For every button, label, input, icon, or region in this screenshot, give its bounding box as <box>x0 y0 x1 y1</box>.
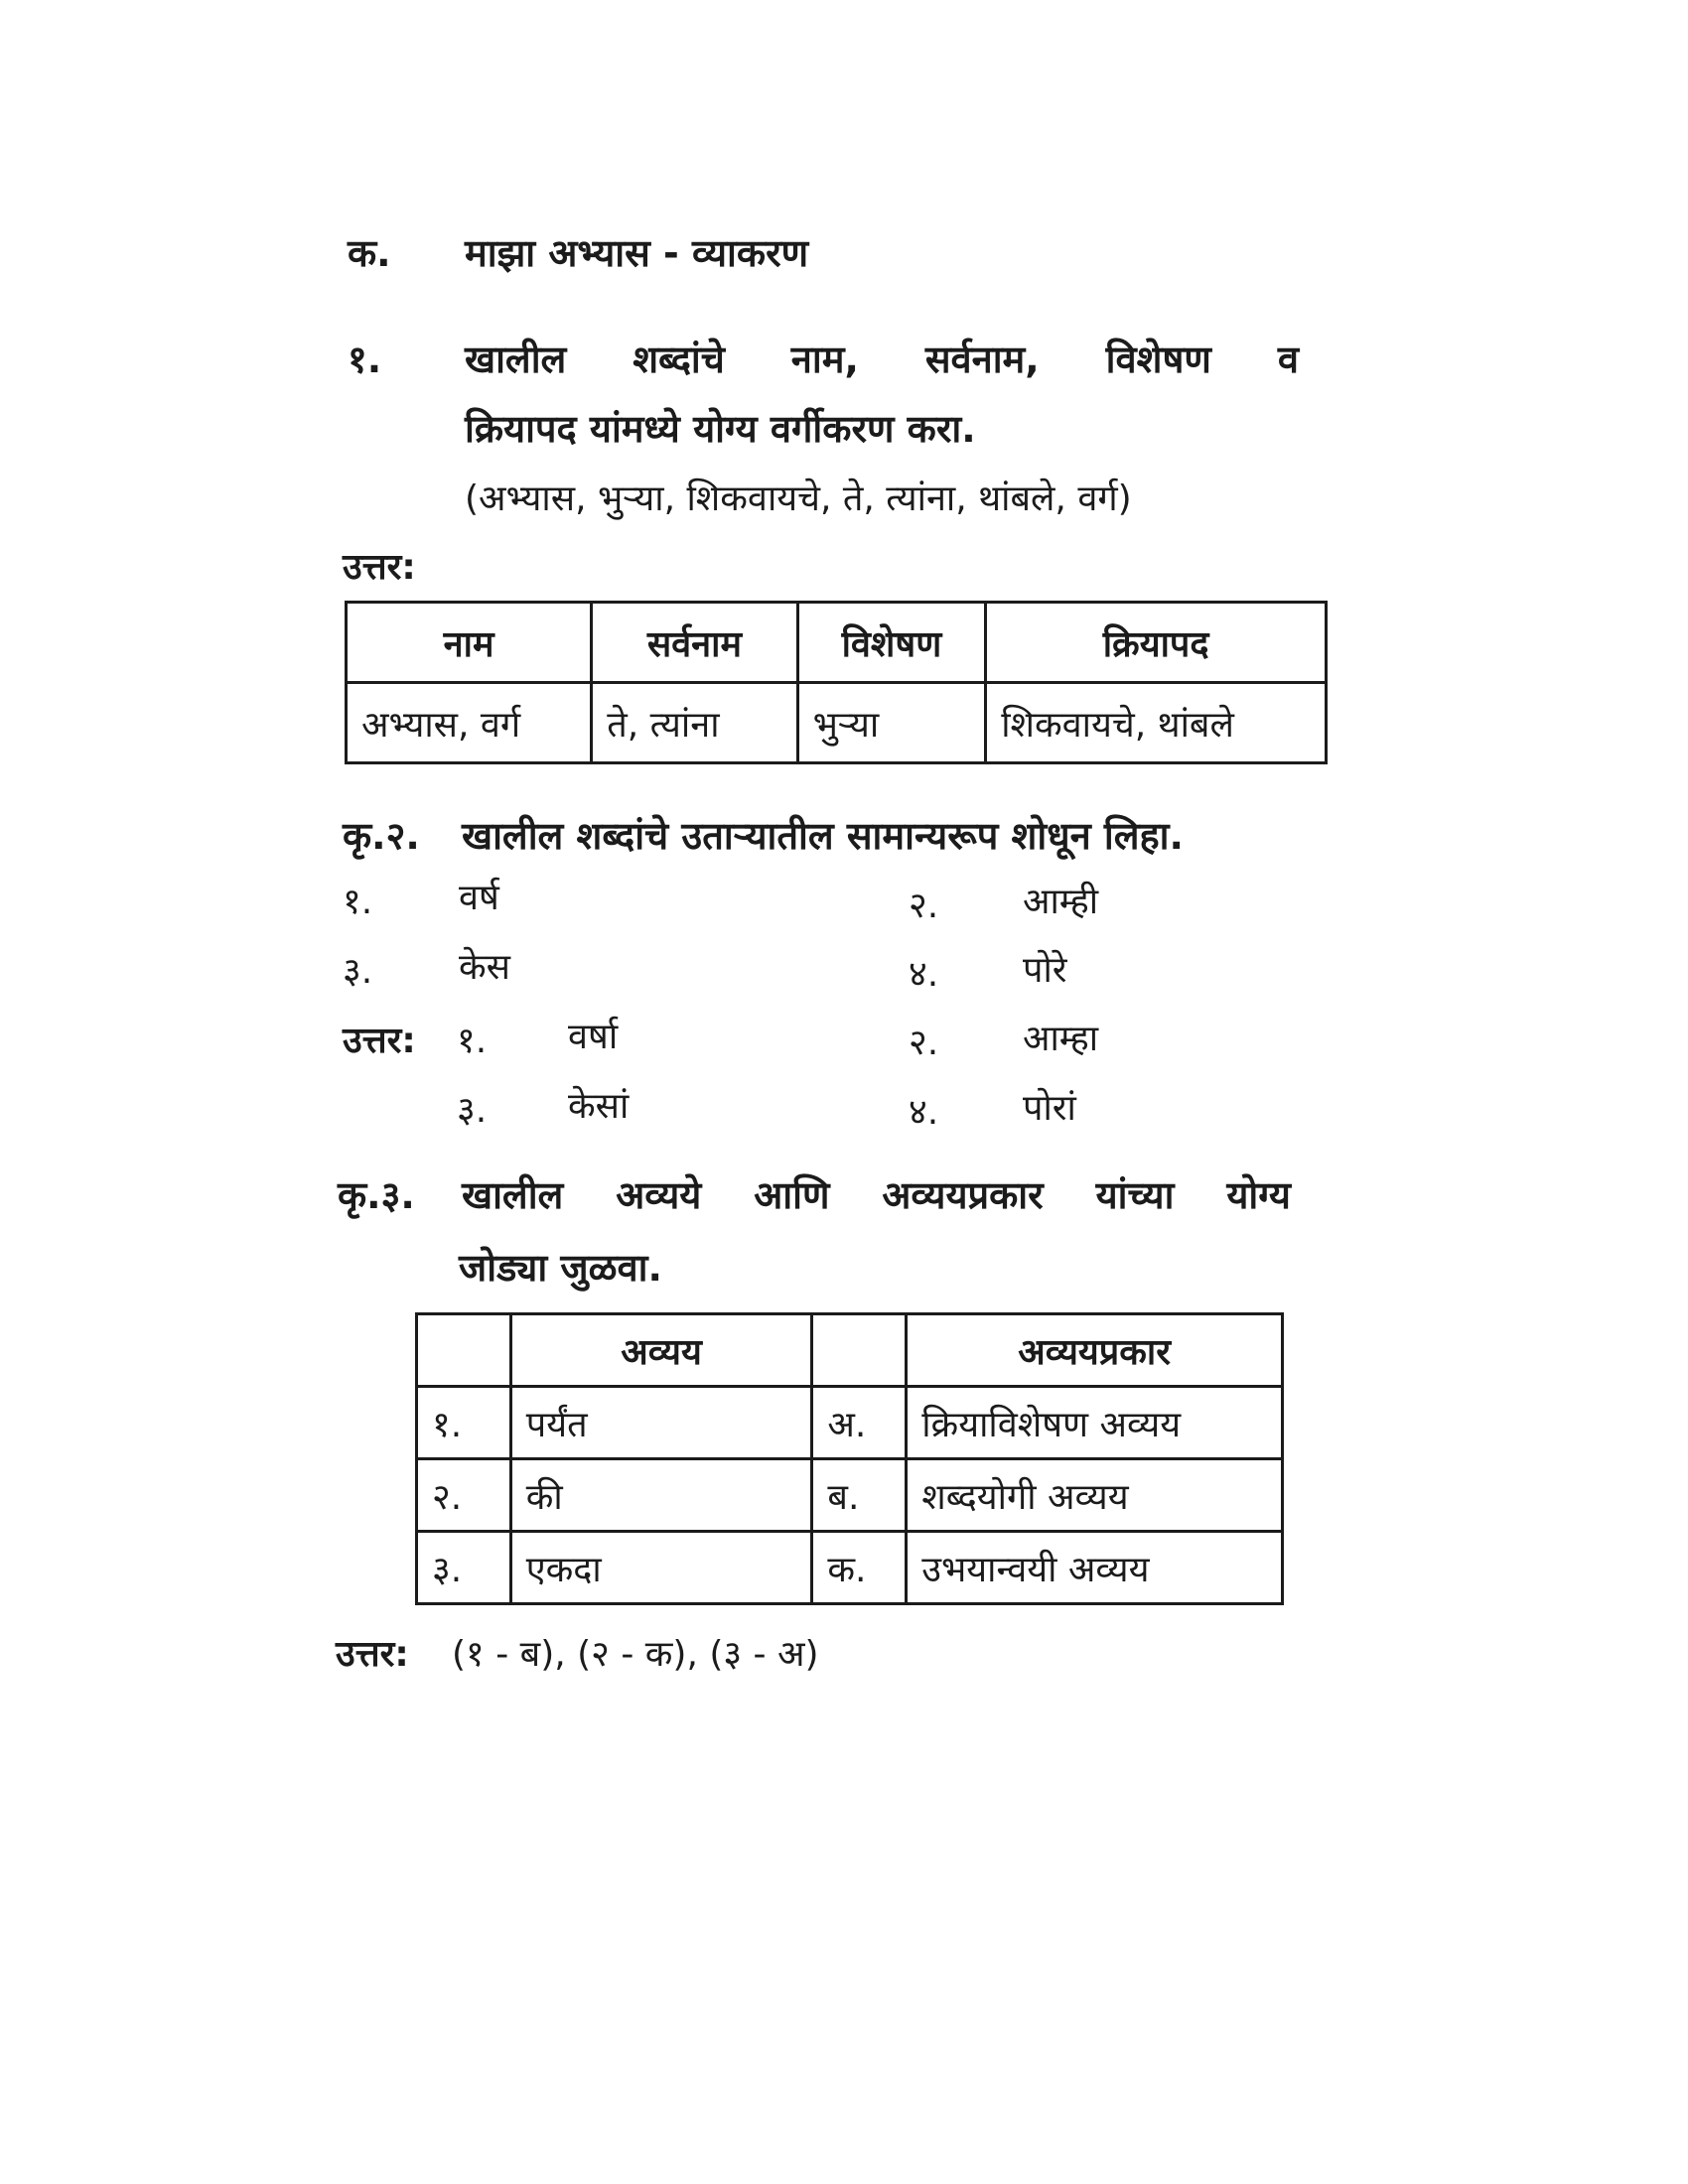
table-cell: पर्यंत <box>510 1387 812 1459</box>
q3-question-line2: जोड्या जुळवा. <box>459 1246 662 1290</box>
list-item-number: १. <box>343 882 373 922</box>
answer-word: आम्हा <box>1023 1019 1099 1059</box>
q1-question-line1 <box>465 333 1299 384</box>
table-row <box>417 1532 1283 1604</box>
list-item-word: पोरे <box>1023 950 1067 991</box>
table-cell: क्रियाविशेषण अव्यय <box>907 1387 1283 1459</box>
q3-word: यांच्या <box>1095 1173 1175 1217</box>
q2-answer-label: उत्तर: <box>343 1021 416 1061</box>
q3-word: अव्ययप्रकार <box>882 1173 1044 1217</box>
header-cell: अव्ययप्रकार <box>907 1314 1283 1387</box>
table-header-row <box>417 1314 1283 1387</box>
table-cell: उभयान्वयी अव्यय <box>907 1532 1283 1604</box>
q1-word: विशेषण <box>1105 338 1211 381</box>
q1-question-line2: क्रियापद यांमध्ये योग्य वर्गीकरण करा. <box>465 407 976 451</box>
answer-number: ३. <box>457 1090 488 1131</box>
answer-number: १. <box>457 1021 488 1061</box>
header-cell: क्रियापद <box>986 603 1327 683</box>
table-cell: एकदा <box>510 1532 812 1604</box>
q1-answer-label: उत्तर: <box>343 547 416 588</box>
header-cell: अव्यय <box>510 1314 812 1387</box>
table-cell: ब. <box>812 1459 907 1532</box>
header-cell: सर्वनाम <box>592 603 797 683</box>
answer-word: वर्षा <box>568 1017 619 1057</box>
list-item-word: वर्ष <box>459 878 499 918</box>
q1-word: नाम, <box>790 338 859 381</box>
table-header-row <box>347 603 1327 683</box>
answer-number: २. <box>909 1023 939 1063</box>
q1-word: व <box>1277 338 1299 381</box>
q1-number: १. <box>348 338 382 381</box>
table-cell: २. <box>417 1459 511 1532</box>
section-label: क. <box>348 231 391 275</box>
q3-word: खालील <box>462 1173 564 1217</box>
table-row <box>347 683 1327 763</box>
table-row <box>417 1387 1283 1459</box>
answer-number: ४. <box>909 1092 939 1133</box>
q3-match-table <box>415 1312 1284 1605</box>
answer-word: केसां <box>568 1086 630 1127</box>
list-item-number: ४. <box>909 954 939 995</box>
table-cell: शिकवायचे, थांबले <box>986 683 1327 763</box>
q2-number: कृ.२. <box>343 814 420 858</box>
q1-word: शब्दांचे <box>633 338 725 381</box>
section-title: माझा अभ्यास - व्याकरण <box>465 231 809 275</box>
table-cell: की <box>510 1459 812 1532</box>
header-cell: नाम <box>347 603 592 683</box>
list-item-word: केस <box>459 947 510 988</box>
table-cell: भुऱ्या <box>797 683 986 763</box>
table-cell: ते, त्यांना <box>592 683 797 763</box>
table-cell: अ. <box>812 1387 907 1459</box>
table-cell: १. <box>417 1387 511 1459</box>
table-cell: क. <box>812 1532 907 1604</box>
q1-word: खालील <box>465 338 567 381</box>
table-cell: शब्दयोगी अव्यय <box>907 1459 1283 1532</box>
q3-word: योग्य <box>1226 1173 1291 1217</box>
table-row <box>417 1459 1283 1532</box>
q1-answer-table <box>345 601 1328 764</box>
answer-word: पोरां <box>1023 1088 1076 1129</box>
q3-number: कृ.३. <box>338 1173 415 1217</box>
q3-word: आणि <box>754 1173 830 1217</box>
q1-word-list: (अभ्यास, भुऱ्या, शिकवायचे, ते, त्यांना, थांबले, वर्ग) <box>465 478 1132 519</box>
q3-answer-label: उत्तर: <box>336 1634 409 1675</box>
q3-word: अव्यये <box>616 1173 702 1217</box>
list-item-number: २. <box>909 886 939 926</box>
list-item-word: आम्ही <box>1023 882 1099 922</box>
q1-word: सर्वनाम, <box>924 338 1040 381</box>
q3-question-line1 <box>462 1168 1291 1220</box>
header-cell: विशेषण <box>797 603 986 683</box>
table-cell: अभ्यास, वर्ग <box>347 683 592 763</box>
table-cell: ३. <box>417 1532 511 1604</box>
header-cell <box>812 1314 907 1387</box>
q2-question: खालील शब्दांचे उताऱ्यातील सामान्यरूप शोधून लिहा. <box>462 814 1184 858</box>
list-item-number: ३. <box>343 951 373 992</box>
q3-answer: (१ - ब), (२ - क), (३ - अ) <box>452 1634 819 1675</box>
header-cell <box>417 1314 511 1387</box>
